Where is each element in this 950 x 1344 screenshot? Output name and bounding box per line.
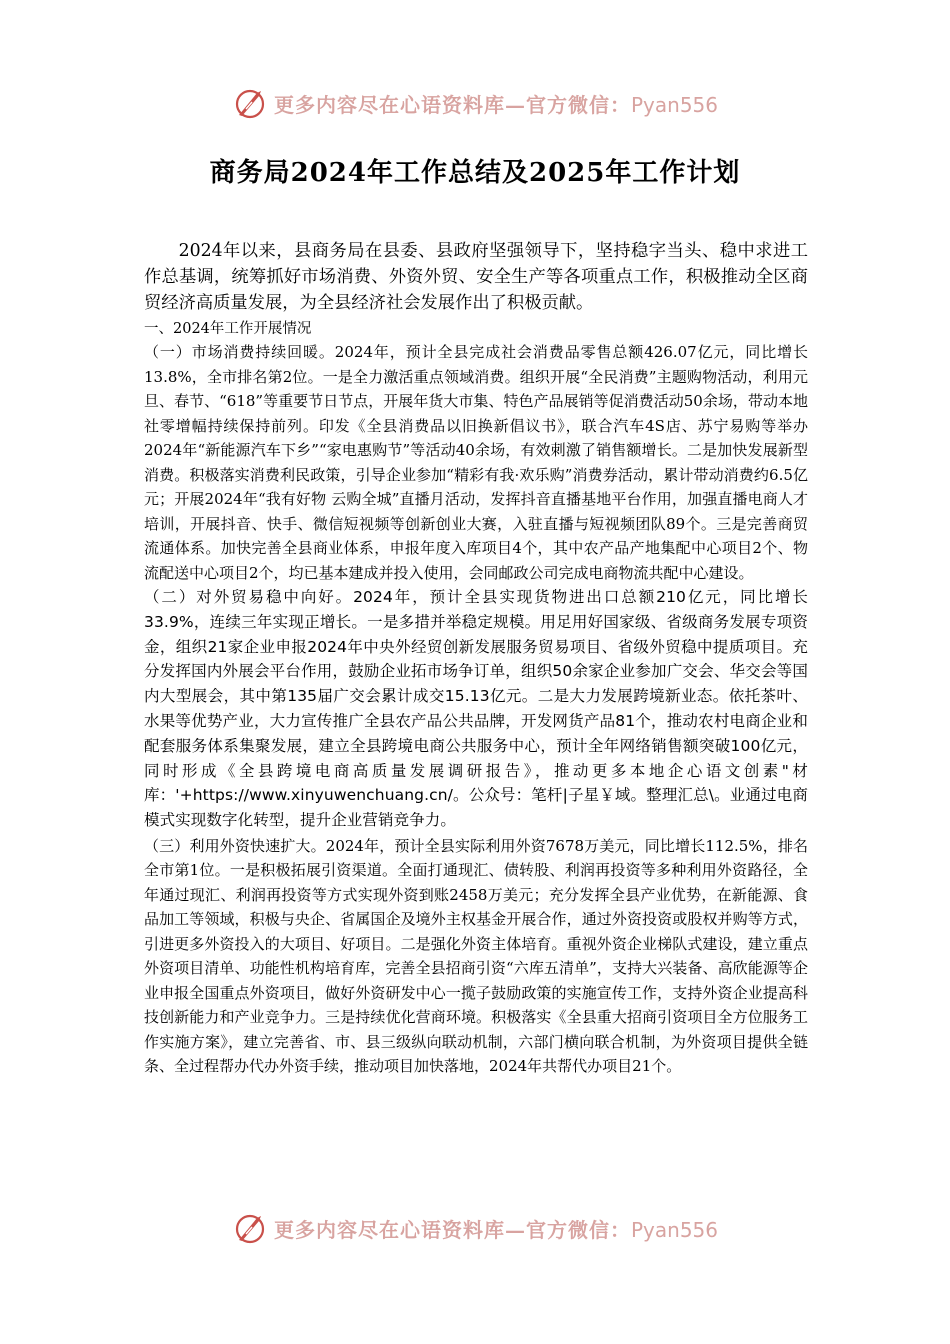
paragraph-market-consumption: （一）市场消费持续回暖。2024年，预计全县完成社会消费品零售总额426.07亿元，同比增长13.8%，全市排名第2位。一是全力激活重点领域消费。组织开展“全民消费”主题购物活动，利用元旦、春节、“618”等重要节日节点，开展年货大市集、特色产品展销等促消费活动50余场，带动本地社零增幅持续保持前列。印发《全县消费品以旧换新倡议书》，联合汽车4S店、苏宁易购等举办2024年“新能源汽车下乡”“家电惠购节”等活动40余场，有效刺激了销售额增长。二是加快发展新型消费。积极落实消费利民政策，引导企业参加“精彩有我·欢乐购”消费券活动，累计带动消费约6.5亿元；开展2024年“我有好物 云购全城”直播月活动，发挥抖音直播基地平台作用，加强直播电商人才培训，开展抖音、快手、微信短视频等创新创业大赛，入驻直播与短视频团队89个。三是完善商贸流通体系。加快完善全县商业体系，申报年度入库项目4个，其中农产品产地集配中心项目2个、物流配送中心项目2个，均已基本建成并投入使用，会同邮政公司完成电商物流共配中心建设。: [144, 343, 808, 582]
paragraph-foreign-trade: （二）对外贸易稳中向好。2024年，预计全县实现货物进出口总额210亿元，同比增长33.9%，连续三年实现正增长。一是多措并举稳定规模。用足用好国家级、省级商务发展专项资金，组织21家企业申报2024年中央外经贸创新发展服务贸易项目、省级外贸稳中提质项目。充分发挥国内外展会平台作用，鼓励企业拓市场争订单，组织50余家企业参加广交会、华交会等国内大型展会，其中第135届广交会累计成交15.13亿元。二是大力发展跨境新业态。依托茶叶、水果等优势产业，大力宣传推广全县农产品公共品牌，开发网货产品81个，推动农村电商企业和配套服务体系集聚发展，建立全县跨境电商公共服务中心，预计全年网络销售额突破100亿元，同时形成《全县跨境电商高质量发展调研报告》，推动更多本地企心语文创素"材库：'+https://www.xinyuwenchuang.cn/。公众号：笔杆|子星￥域。整理汇总\。业通过电商模式实现数字化转型，提升企业营销竞争力。: [144, 588, 808, 830]
watermark-text: 更多内容尽在心语资料库—官方微信：Pyan556: [273, 92, 718, 117]
watermark-banner-bottom: [0, 1203, 950, 1253]
watermark-banner-top: [0, 78, 950, 128]
quill-pen-logo-icon: [232, 85, 268, 121]
watermark-handle: Pyan556: [630, 92, 718, 117]
quill-pen-logo-icon: [232, 1210, 268, 1246]
document-title: 商务局2024年工作总结及2025年工作计划: [209, 158, 741, 188]
intro-paragraph: 2024年以来，县商务局在县委、县政府坚强领导下，坚持稳字当头、稳中求进工作总基调，统筹抓好市场消费、外资外贸、安全生产等各项重点工作，积极推动全区商贸经济高质量发展，为全县经济社会发展作出了积极贡献。: [144, 241, 808, 313]
document-body: [144, 238, 808, 1079]
watermark-text: 更多内容尽在心语资料库—官方微信：Pyan556: [273, 1217, 718, 1242]
paragraph-foreign-investment: （三）利用外资快速扩大。2024年，预计全县实际利用外资7678万美元，同比增长112.5%，排名全市第1位。一是积极拓展引资渠道。全面打通现汇、债转股、利润再投资等多种利用外资路径，全年通过现汇、利润再投资等方式实现外资到账2458万美元；充分发挥全县产业优势，在新能源、食品加工等领域，积极与央企、省属国企及境外主权基金开展合作，通过外资投资或股权并购等方式，引进更多外资投入的大项目、好项目。二是强化外资主体培育。重视外资企业梯队式建设，建立重点外资项目清单、功能性机构培育库，完善全县招商引资“六库五清单”，支持大兴装备、高欣能源等企业申报全国重点外资项目，做好外资研发中心一揽子鼓励政策的实施宣传工作，支持外资企业提高科技创新能力和产业竞争力。三是持续优化营商环境。积极落实《全县重大招商引资项目全方位服务工作实施方案》，建立完善省、市、县三级纵向联动机制，六部门横向联合机制，为外资项目提供全链条、全过程帮办代办外资手续，推动项目加快落地，2024年共帮代办项目21个。: [144, 836, 808, 1076]
watermark-handle: Pyan556: [630, 1217, 718, 1242]
section-heading: 一、2024年工作开展情况: [144, 321, 312, 337]
